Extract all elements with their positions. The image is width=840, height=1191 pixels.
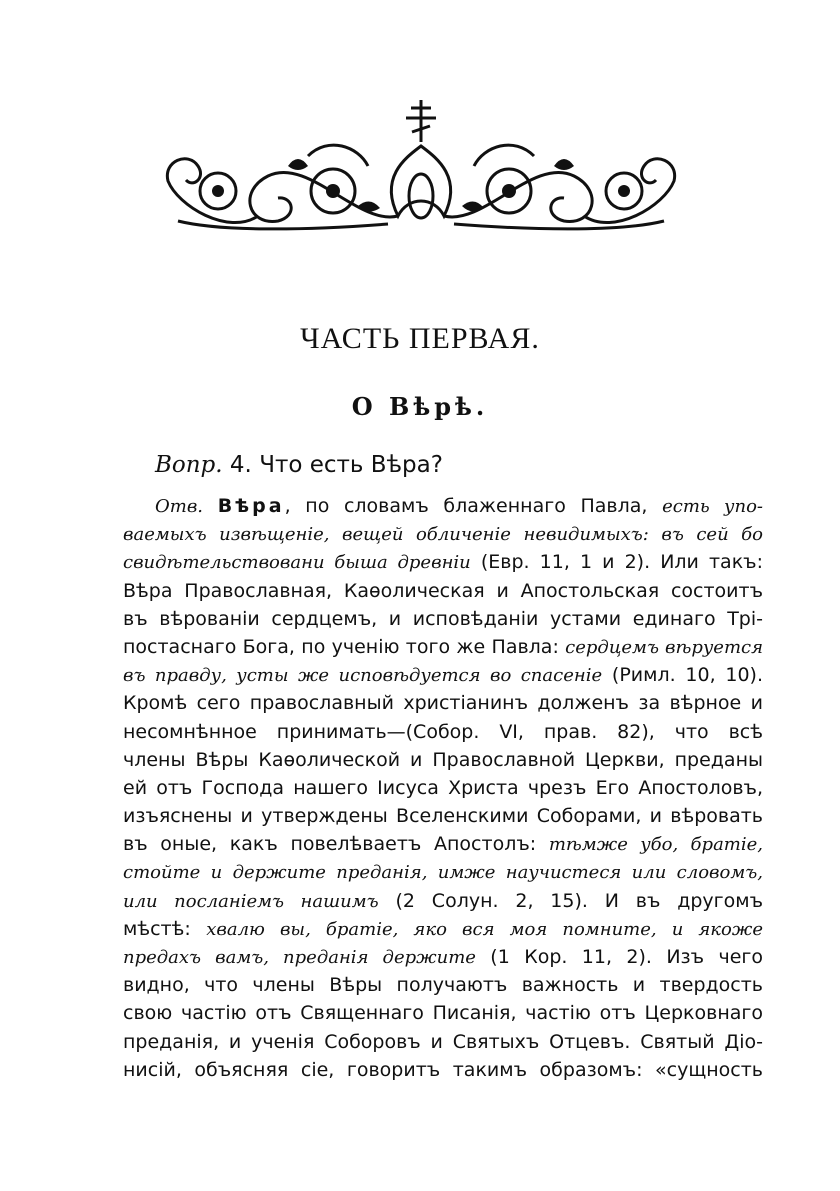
text-segment: нисій, объясняя сіе, говоритъ такимъ образомъ: «сущность <box>123 1058 763 1081</box>
text-line <box>123 1028 763 1056</box>
text-segment: преданія, и ученія Соборовъ и Святыхъ Отцевъ. Святый Діо- <box>123 1030 763 1053</box>
text-segment: мѣстѣ: <box>123 917 207 940</box>
text-segment: сердцемъ вѣруется <box>565 636 763 658</box>
text-segment: предахъ вамъ, преданія держите <box>123 947 476 968</box>
text-segment: ей отъ Господа нашего Іисуса Христа чрезъ Его Апостоловъ, <box>123 776 763 799</box>
text-segment: или посланіемъ нашимъ <box>123 890 379 912</box>
text-line <box>123 1056 763 1084</box>
part-title: ЧАСТЬ ПЕРВАЯ. <box>300 322 540 355</box>
text-segment: (1 Кор. 11, 2). Изъ чего <box>475 946 763 968</box>
text-segment: несомнѣнное принимать—(Собор. VI, прав. 82), что всѣ <box>123 720 763 743</box>
text-line <box>123 830 763 858</box>
text-line <box>123 689 763 717</box>
text-line <box>123 520 763 548</box>
text-segment: въ оные, какъ повелѣваетъ Апостолъ: <box>123 833 549 856</box>
text-line <box>123 915 763 943</box>
text-line <box>123 943 763 971</box>
text-line <box>123 633 763 661</box>
text-segment: Отв. <box>155 496 204 517</box>
text-segment: свою частію отъ Священнаго Писанія, частію отъ Церковнаго <box>123 1002 763 1025</box>
text-segment: хвалю вы, братіе, яко вся моя помните, и якоже <box>206 918 763 940</box>
question-text: Что есть Вѣра? <box>259 452 443 478</box>
text-segment: въ вѣрованіи сердцемъ, и исповѣданіи устами единаго Трі- <box>123 607 763 630</box>
text-line <box>123 802 763 830</box>
question-label: Вопр. <box>155 452 223 478</box>
text-segment: видно, что члены Вѣры получаютъ важность и твердость <box>123 974 763 997</box>
text-line <box>123 887 763 915</box>
text-segment: Вѣра <box>217 495 285 517</box>
text-segment: ваемыхъ извѣщеніе, вещей обличеніе невидимыхъ: въ сей бо <box>123 524 763 546</box>
text-segment <box>203 495 218 517</box>
text-line <box>123 971 763 999</box>
question <box>155 452 443 478</box>
text-line <box>123 577 763 605</box>
text-line <box>123 492 763 520</box>
section-title: О Вѣрѣ. <box>351 392 489 421</box>
text-line <box>123 605 763 633</box>
text-line <box>123 858 763 886</box>
text-segment: (Евр. 11, 1 и 2). Или такъ: <box>470 551 763 574</box>
text-segment: есть упо- <box>662 496 763 517</box>
text-line <box>123 548 763 576</box>
text-segment: , по словамъ блаженнаго Павла, <box>284 495 663 517</box>
question-number: 4. <box>229 452 252 478</box>
text-line <box>123 661 763 689</box>
text-line <box>123 718 763 746</box>
text-line <box>123 746 763 774</box>
text-segment: Кромѣ сего православный христіанинъ долженъ за вѣрное и <box>123 692 763 715</box>
text-segment: въ правду, усты же исповѣдуется во спасеніе <box>123 665 603 687</box>
ornament-icon <box>158 96 684 236</box>
text-segment: стойте и держите преданія, имже научистеся или словомъ, <box>123 862 763 884</box>
text-segment: тѣмже убо, братіе, <box>548 834 763 856</box>
text-segment: свидѣтельствовани быша древніи <box>123 552 471 574</box>
text-segment: изъяснены и утверждены Вселенскими Соборами, и вѣровать <box>123 805 763 828</box>
text-segment: постаснаго Бога, по ученію того же Павла: <box>123 635 566 658</box>
text-segment: члены Вѣры Каѳолической и Православной Церкви, преданы <box>123 748 763 771</box>
text-segment: (2 Солун. 2, 15). И въ другомъ <box>378 889 763 912</box>
text-segment: (Римл. 10, 10). <box>602 664 763 687</box>
text-line <box>123 999 763 1027</box>
text-line <box>123 774 763 802</box>
answer-text <box>123 492 763 1084</box>
ornament-headpiece <box>158 96 684 236</box>
text-segment: Вѣра Православная, Каѳолическая и Апостольская состоитъ <box>123 579 763 602</box>
